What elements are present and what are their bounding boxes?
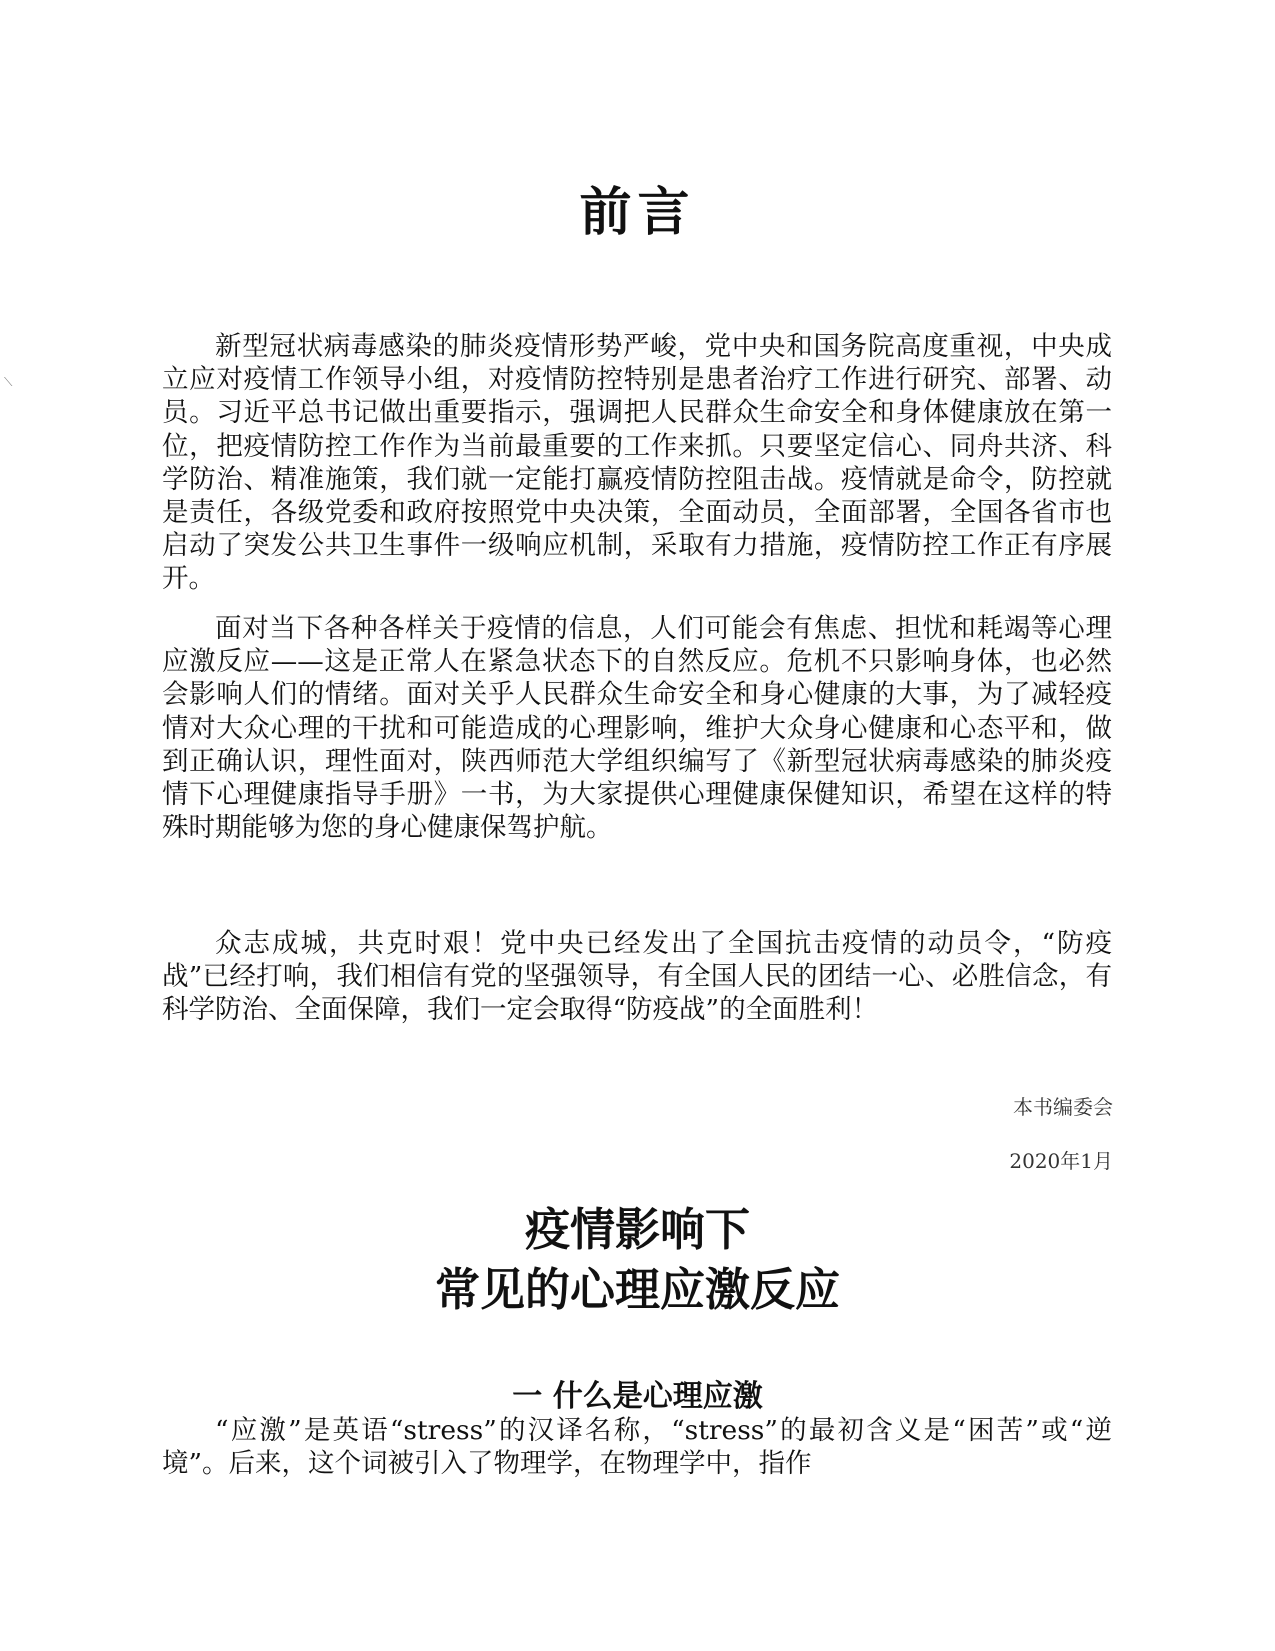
preface-title: 前言 xyxy=(579,183,696,243)
chapter-title-line-2: 常见的心理应激反应 xyxy=(434,1263,840,1316)
chapter-paragraph-text: “应激”是英语“stress”的汉译名称，“stress”的最初含义是“困苦”或“逆境”。后来，这个词被引入了物理学，在物理学中，指作 xyxy=(162,1415,1112,1480)
margin-mark: ⟍ xyxy=(4,375,13,389)
preface-paragraph-3 xyxy=(162,927,1112,1027)
preface-signature: 本书编委会 xyxy=(1013,1095,1113,1119)
section-title: 一 什么是心理应激 xyxy=(512,1378,763,1414)
preface-paragraph-2 xyxy=(162,612,1112,844)
preface-date: 2020年1月 xyxy=(1009,1149,1113,1173)
preface-paragraph-2-text: 面对当下各种各样关于疫情的信息，人们可能会有焦虑、担忧和耗竭等心理应激反应——这是正常人在紧急状态下的自然反应。危机不只影响身体，也必然会影响人们的情绪。面对关乎人民群众生命安全和身心健康的大事，为了减轻疫情对大众心理的干扰和可能造成的心理影响，维护大众身心健康和心态平和，做到正确认识，理性面对，陕西师范大学组织编写了《新型冠状病毒感染的肺炎疫情下心理健康指导手册》一书，为大家提供心理健康保健知识，希望在这样的特殊时期能够为您的身心健康保驾护航。 xyxy=(162,613,1112,844)
chapter-title xyxy=(0,1200,1275,1320)
preface-paragraph-1-text: 新型冠状病毒感染的肺炎疫情形势严峻，党中央和国务院高度重视，中央成立应对疫情工作领导小组，对疫情防控特别是患者治疗工作进行研究、部署、动员。习近平总书记做出重要指示，强调把人民群众生命安全和身体健康放在第一位，把疫情防控工作作为当前最重要的工作来抓。只要坚定信心、同舟共济、科学防治、精准施策，我们就一定能打赢疫情防控阻击战。疫情就是命令，防控就是责任，各级党委和政府按照党中央决策，全面动员，全面部署，全国各省市也启动了突发公共卫生事件一级响应机制，采取有力措施，疫情防控工作正有序展开。 xyxy=(162,331,1112,595)
preface-paragraph-1 xyxy=(162,330,1112,596)
chapter-title-line-1: 疫情影响下 xyxy=(524,1203,750,1256)
chapter-paragraph xyxy=(162,1414,1112,1480)
preface-paragraph-3-text: 众志成城，共克时艰！党中央已经发出了全国抗击疫情的动员令，“防疫战”已经打响，我们相信有党的坚强领导，有全国人民的团结一心、必胜信念，有科学防治、全面保障，我们一定会取得“防疫战”的全面胜利！ xyxy=(162,928,1112,1026)
